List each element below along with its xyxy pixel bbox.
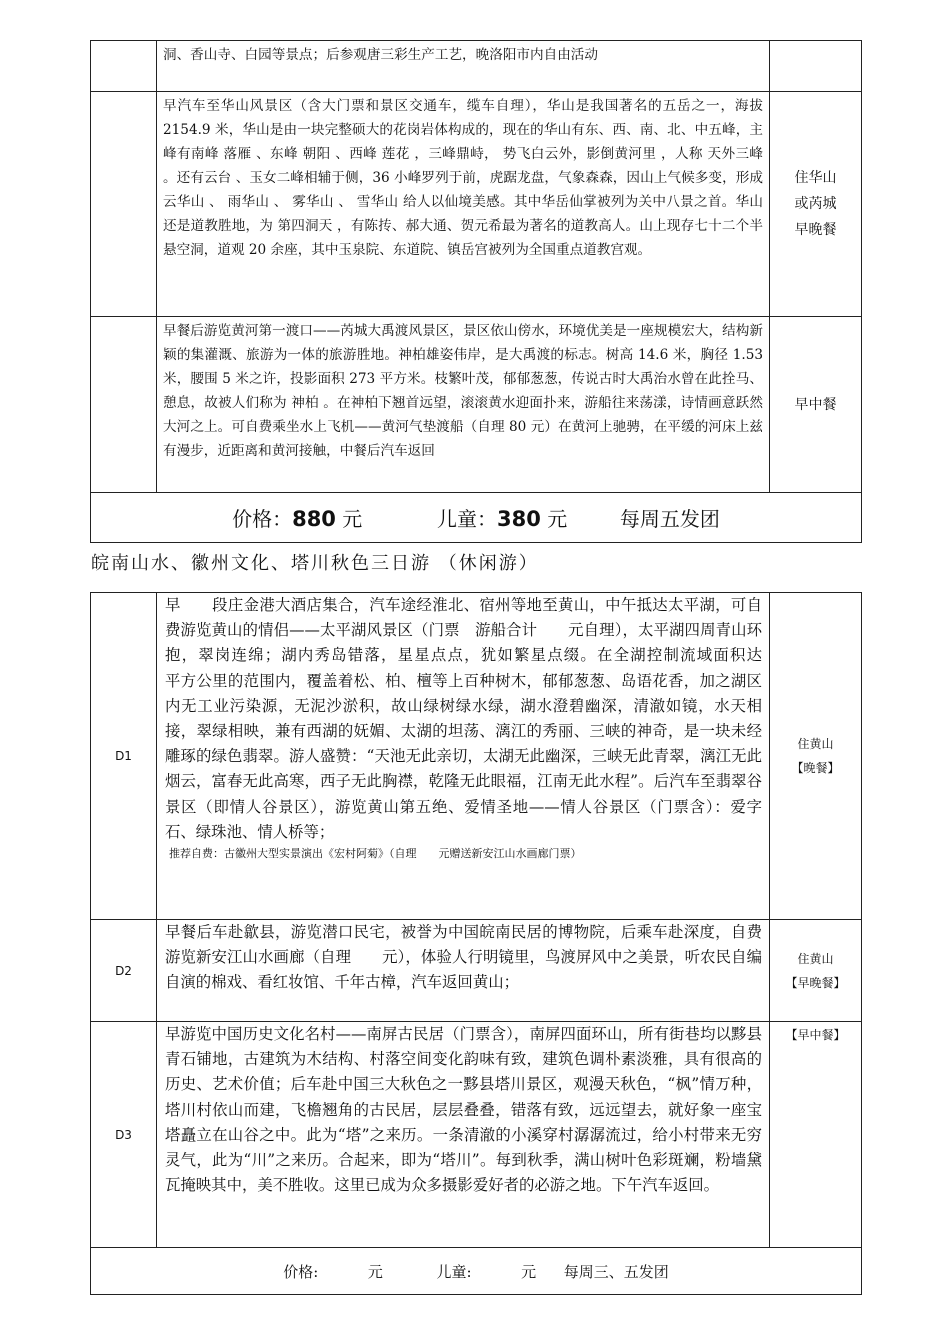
- day-cell: [91, 92, 157, 317]
- meal-cell: [770, 92, 862, 317]
- price-amount: 880: [292, 507, 336, 531]
- meal-line: 住华山: [794, 170, 837, 186]
- child-price-label: 儿童:: [436, 1262, 472, 1281]
- tour2-table: [90, 592, 862, 1295]
- tour2-title: 皖南山水、徽州文化、塔川秋色三日游 （休闲游）: [91, 553, 539, 574]
- optional-note: 推荐自费：古徽州大型实景演出《宏村阿菊》（自理 元赠送新安江山水画廊门票）: [169, 847, 582, 861]
- departure-schedule: 每周五发团: [619, 507, 720, 531]
- child-price-unit: 元: [547, 507, 568, 531]
- tour2-day-row: [91, 920, 862, 1022]
- price-label: 价格：: [232, 507, 293, 531]
- meal-cell: [770, 41, 862, 92]
- price-label: 价格:: [283, 1262, 319, 1281]
- itinerary-cell: [157, 920, 770, 1022]
- tour1-table: [90, 40, 862, 543]
- itinerary-text: 早餐后游览黄河第一渡口——芮城大禹渡风景区，景区依山傍水，环境优美是一座规模宏大，结构新颖的集灌溉、旅游为一体的旅游胜地。神柏雄姿伟岸，是大禹渡的标志。树高 14.6 米，胸径 1.53 米，腰围 5 米之许，投影面积 273 平方米。枝繁叶茂，郁郁葱葱，传说古时大禹治水曾在此拴马、憩息，故被人们称为 神柏 。在神柏下翘首远望，滚滚黄水迎面扑来，游船往来荡漾，诗情画意跃然大河之上。可自费乘坐水上飞机——黄河气垫渡船（自理 80 元）在黄河上驰骋，在平缓的河床上兹有漫步，近距离和黄河接触，中餐后汽车返回: [157, 317, 770, 493]
- meal-cell: [770, 1022, 862, 1248]
- meal-line: 或芮城: [794, 196, 837, 212]
- itinerary-text: 早游览中国历史文化名村——南屏古民居（门票含），南屏四面环山，所有街巷均以黟县青石铺地，古建筑为木结构、村落空间变化韵味有致，建筑色调朴素淡雅，具有很高的历史、艺术价值；后车赴中国三大秋色之一黟县塔川景区，观漫天秋色，“枫”情万种，塔川村依山而建，飞檐翘角的古民居，层层叠叠，错落有致，远远望去，就好象一座宝塔矗立在山谷之中。此为“塔”之来历。一条清澈的小溪穿村潺潺流过，给小村带来无穷灵气，此为“川”之来历。合起来，即为“塔川”。每到秋季，满山树叶色彩斑斓，粉墙黛瓦掩映其中，美不胜收。这里已成为众多摄影爱好者的必游之地。下午汽车返回。: [165, 1025, 762, 1195]
- itinerary-text: 洞、香山寺、白园等景点；后参观唐三彩生产工艺，晚洛阳市内自由活动: [157, 41, 770, 92]
- tour1-row-huashan: [91, 92, 862, 317]
- meal-line: 住黄山: [797, 737, 834, 751]
- day-label: D2: [91, 920, 157, 1022]
- meal-cell: [770, 593, 862, 920]
- day-cell: [91, 41, 157, 92]
- price-cell: [91, 1248, 862, 1295]
- meal-line: 住黄山: [797, 951, 834, 966]
- child-price-unit: 元: [521, 1262, 537, 1281]
- itinerary-text: 早汽车至华山风景区（含大门票和景区交通车，缆车自理），华山是我国著名的五岳之一，海拔 2154.9 米，华山是由一块完整硕大的花岗岩体构成的，现在的华山有东、西、南、北、中五峰，主峰有南峰 落雁 、东峰 朝阳 、西峰 莲花 ，三峰鼎峙， 势飞白云外，影倒黄河里 ，人称 天外三峰 。还有云台 、玉女二峰相辅于侧，36 小峰罗列于前，虎踞龙盘，气象森森，因山上气候多变，形成 云华山 、 雨华山 、 雾华山 、 雪华山 给人以仙境美感。其中华岳仙掌被列为关中八景之首。华山还是道教胜地，为 第四洞天 ，有陈抟、郝大通、贺元希最为著名的道教高人。山上现存七十二个半悬空洞，道观 20 余座，其中玉泉院、东道院、镇岳宫被列为全国重点道教宫观。: [157, 92, 770, 317]
- price-unit: 元: [367, 1262, 383, 1281]
- meal-line: 【早晚餐】: [785, 975, 846, 990]
- child-price-label: 儿童：: [437, 507, 497, 531]
- itinerary-text: 早餐后车赴歙县，游览潜口民宅，被誉为中国皖南民居的博物院，后乘车赴深度，自费游览新安江山水画廊（自理 元），体验人行明镜里，鸟渡屏风中之美景，听农民自编自演的棉戏、看红妆馆、千年古樟，汽车返回黄山；: [165, 923, 762, 992]
- price-unit: 元: [342, 507, 363, 531]
- departure-schedule: 每周三、五发团: [563, 1262, 669, 1281]
- price-cell: [91, 493, 862, 543]
- tour2-day-row: [91, 1022, 862, 1248]
- tour2-price-row: [91, 1248, 862, 1295]
- meal-line: 【早中餐】: [785, 1028, 846, 1042]
- day-cell: [91, 317, 157, 493]
- tour1-price-row: [91, 493, 862, 543]
- itinerary-text: 早 段庄金港大酒店集合，汽车途经淮北、宿州等地至黄山，中午抵达太平湖，可自费游览黄山的情侣——太平湖风景区（门票 游船合计 元自理），太平湖四周青山环抱，翠岗连绵；湖内秀岛错落，星星点点，犹如繁星点缀。在全湖控制流域面积达 平方公里的范围内，覆盖着松、柏、檀等上百种树木，郁郁葱葱、岛语花香，加之湖区内无工业污染源，无泥沙淤积，故山绿树绿水绿，湖水澄碧幽深，清澈如镜，水天相接，翠绿相映，兼有西湖的妩媚、太湖的坦荡、漓江的秀丽、三峡的神奇，是一块未经雕琢的绿色翡翠。游人盛赞：“天池无此亲切，太湖无此幽深，三峡无此青翠，漓江无此烟云，富春无此高寒，西子无此胸襟，乾隆无此眼福，江南无此水程”。后汽车至翡翠谷景区（即情人谷景区），游览黄山第五绝、爱情圣地——情人谷景区（门票含）：爱字石、绿珠池、情人桥等；: [165, 596, 793, 841]
- itinerary-cell: [157, 593, 793, 920]
- tour2-day-row: [91, 593, 862, 920]
- meal-line: 早晚餐: [794, 222, 837, 238]
- meal-cell: [770, 920, 862, 1022]
- itinerary-cell: [157, 1022, 770, 1248]
- tour1-row-yellowriver: [91, 317, 862, 493]
- tour1-row-continued: [91, 41, 862, 92]
- day-label: D1: [91, 593, 157, 920]
- day-label: D3: [91, 1022, 157, 1248]
- meal-line: 【晚餐】: [791, 761, 840, 775]
- meal-cell: 早中餐: [770, 317, 862, 493]
- child-price-amount: 380: [497, 507, 541, 531]
